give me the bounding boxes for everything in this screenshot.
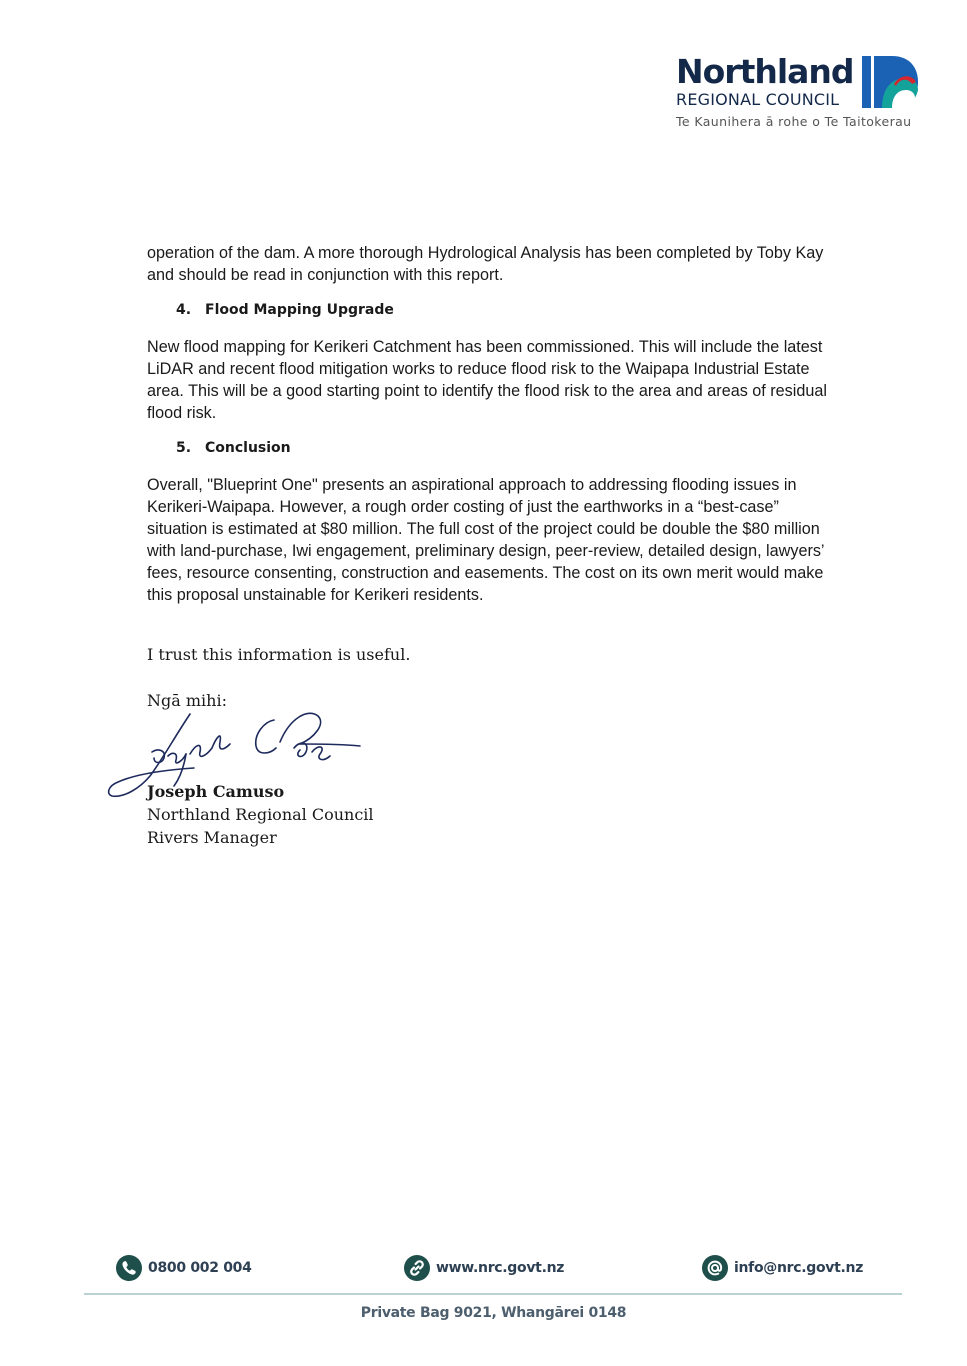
section-5-title: Conclusion <box>205 440 291 456</box>
logo-subtitle: REGIONAL COUNCIL <box>676 90 840 109</box>
logo-name: Northland <box>676 52 854 91</box>
section-4-heading <box>176 300 394 320</box>
footer-phone-text: 0800 002 004 <box>148 1260 252 1276</box>
intro-paragraph: operation of the dam. A more thorough Hydrological Analysis has been completed by Toby Kay and should be read in conjunction with this report. <box>147 244 824 284</box>
footer-website-text: www.nrc.govt.nz <box>436 1260 565 1276</box>
signatory-organisation: Northland Regional Council <box>147 805 374 824</box>
signatory-title: Rivers Manager <box>147 828 277 847</box>
footer-email-text: info@nrc.govt.nz <box>734 1260 864 1276</box>
section-4-number: 4. <box>176 302 192 318</box>
footer-email[interactable] <box>702 1254 863 1282</box>
salutation: Ngā mihi: <box>147 691 227 710</box>
link-icon <box>404 1255 430 1281</box>
logo-mark-icon <box>862 54 920 110</box>
signatory-name: Joseph Camuso <box>147 782 285 801</box>
logo-maori-tagline: Te Kaunihera ā rohe o Te Taitokerau <box>676 114 912 129</box>
section-5-number: 5. <box>176 440 192 456</box>
at-icon <box>702 1255 728 1281</box>
footer-divider <box>84 1293 902 1295</box>
footer-phone[interactable] <box>116 1254 252 1282</box>
footer-address: Private Bag 9021, Whangārei 0148 <box>360 1305 627 1321</box>
nrc-logo <box>676 52 926 132</box>
phone-icon <box>116 1255 142 1281</box>
closing-line: I trust this information is useful. <box>147 645 411 664</box>
section-5-heading <box>176 438 291 458</box>
section-5-paragraph: Overall, "Blueprint One" presents an aspirational approach to addressing flooding issues in Kerikeri-Waipapa. However, a rough order costing of just the earthworks in a “best-case” situation is estimated at $80 million. The full cost of the project could be double the $80 million with land-purchase, Iwi engagement, preliminary design, peer-review, detailed design, lawyers’ fees, resource consenting, construction and easements. The cost on its own merit would make this proposal unstainable for Kerikeri residents. <box>147 476 824 604</box>
section-4-title: Flood Mapping Upgrade <box>205 302 394 318</box>
footer-website[interactable] <box>404 1254 564 1282</box>
section-4-paragraph: New flood mapping for Kerikeri Catchment has been commissioned. This will include the latest LiDAR and recent flood mitigation works to reduce flood risk to the Waipapa Industrial Estate area. This will be a good starting point to identify the flood risk to the area and areas of residual flood risk. <box>147 338 827 422</box>
